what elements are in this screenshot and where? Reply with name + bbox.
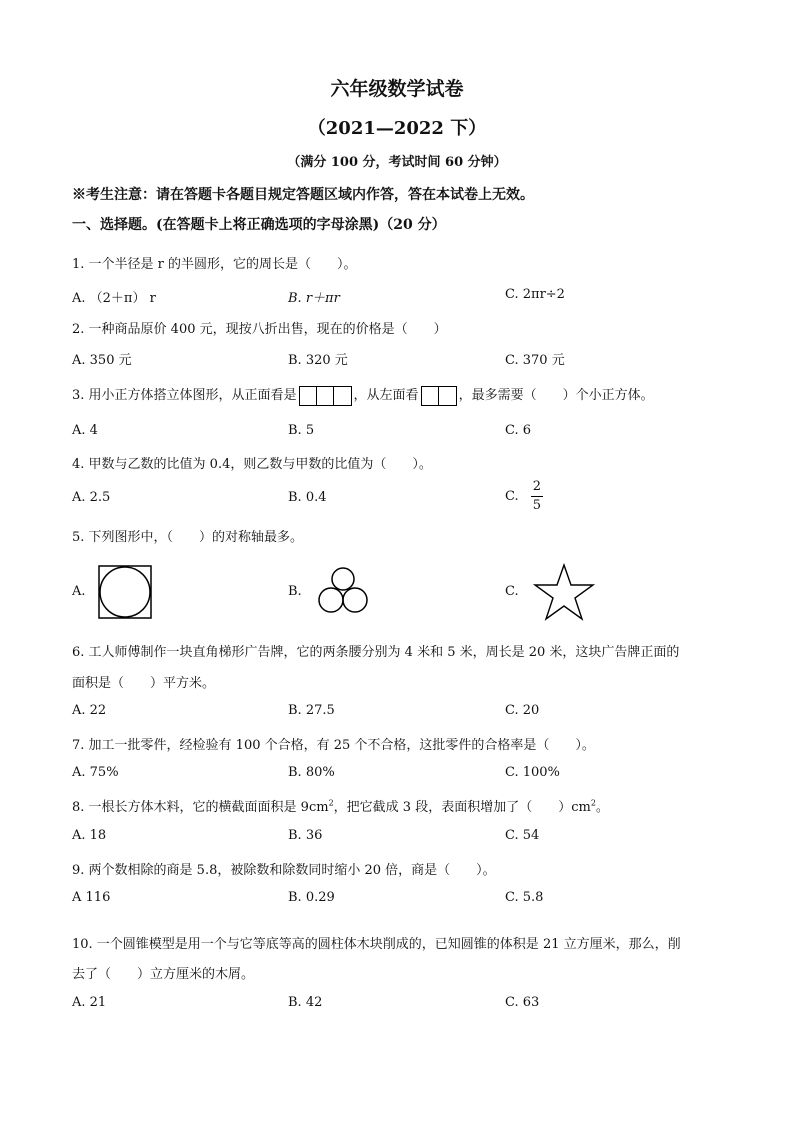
notice: ※考生注意：请在答题卡各题目规定答题区域内作答，答在本试卷上无效。 bbox=[72, 187, 534, 203]
question-7-option-a: A. 75% bbox=[72, 765, 119, 780]
question-9-option-b: B. 0.29 bbox=[288, 890, 335, 905]
question-6-option-a: A. 22 bbox=[72, 703, 107, 718]
question-10-option-a: A. 21 bbox=[72, 995, 107, 1010]
question-3-stem-part2: ，从左面看 bbox=[353, 388, 419, 403]
question-3-option-c: C. 6 bbox=[505, 423, 532, 438]
question-9-option-c: C. 5.8 bbox=[505, 890, 544, 905]
question-4-option-c bbox=[505, 478, 543, 515]
fraction-denominator: 5 bbox=[532, 498, 542, 513]
question-7-option-b: B. 80% bbox=[288, 765, 335, 780]
page-title: 六年级数学试卷 bbox=[330, 78, 464, 100]
question-1-stem: 1. 一个半径是 r 的半圆形，它的周长是（ ）。 bbox=[72, 257, 357, 272]
left-view-figure bbox=[421, 386, 457, 406]
three-circles-figure bbox=[315, 565, 371, 617]
question-9-stem: 9. 两个数相除的商是 5.8，被除数和除数同时缩小 20 倍，商是（ ）。 bbox=[72, 863, 496, 878]
question-1-option-b: B. r＋πr bbox=[288, 291, 340, 306]
question-8-option-c: C. 54 bbox=[505, 828, 540, 843]
question-10-option-c: C. 63 bbox=[505, 995, 540, 1010]
question-2-option-a: A. 350 元 bbox=[72, 353, 132, 368]
question-4-option-a: A. 2.5 bbox=[72, 490, 111, 505]
question-6-option-b: B. 27.5 bbox=[288, 703, 335, 718]
fraction bbox=[531, 478, 543, 515]
question-8-stem-part3: 。 bbox=[595, 800, 609, 815]
question-6-stem-line2: 面积是（ ）平方米。 bbox=[72, 676, 216, 691]
question-6-stem: 6. 工人师傅制作一块直角梯形广告牌，它的两条腰分别为 4 米和 5 米，周长是 20 米，这块广告牌正面的 bbox=[72, 645, 680, 660]
question-4-option-b: B. 0.4 bbox=[288, 490, 327, 505]
question-2-stem: 2. 一种商品原价 400 元，现按八折出售，现在的价格是（ ） bbox=[72, 322, 447, 337]
question-5-stem: 5. 下列图形中，（ ）的对称轴最多。 bbox=[72, 530, 304, 545]
square-with-circle-figure bbox=[97, 565, 153, 619]
front-view-figure bbox=[299, 386, 352, 406]
question-9-option-a: A 116 bbox=[72, 890, 111, 905]
question-4-stem: 4. 甲数与乙数的比值为 0.4，则乙数与甲数的比值为（ ）。 bbox=[72, 457, 432, 472]
question-5-option-b: B. bbox=[288, 584, 302, 599]
question-8-stem bbox=[72, 796, 609, 815]
question-7-option-c: C. 100% bbox=[505, 765, 560, 780]
question-1-option-c: C. 2πr÷2 bbox=[505, 287, 565, 302]
question-8-stem-part1: 8. 一根长方体木料，它的横截面面积是 9cm bbox=[72, 800, 329, 815]
question-3-stem bbox=[72, 384, 654, 406]
question-8-option-a: A. 18 bbox=[72, 828, 107, 843]
question-6-option-c: C. 20 bbox=[505, 703, 540, 718]
section-heading: 一、选择题。(在答题卡上将正确选项的字母涂黑)（20 分） bbox=[72, 217, 446, 233]
exam-note: （满分 100 分，考试时间 60 分钟） bbox=[287, 155, 507, 170]
five-pointed-star-figure bbox=[533, 563, 595, 621]
question-1-option-a: A. （2＋π） r bbox=[72, 291, 156, 306]
fraction-numerator: 2 bbox=[531, 478, 543, 497]
page-subtitle: （2021—2022 下） bbox=[307, 118, 487, 139]
question-5-option-c: C. bbox=[505, 584, 519, 599]
question-3-option-a: A. 4 bbox=[72, 423, 98, 438]
question-10-stem-line2: 去了（ ）立方厘米的木屑。 bbox=[72, 967, 255, 982]
question-2-option-b: B. 320 元 bbox=[288, 353, 348, 368]
question-10-stem: 10. 一个圆锥模型是用一个与它等底等高的圆柱体木块削成的，已知圆锥的体积是 21 立方厘米，那么，削 bbox=[72, 937, 681, 952]
question-4-option-c-label: C. bbox=[505, 489, 519, 504]
question-5-option-a: A. bbox=[72, 584, 86, 599]
question-2-option-c: C. 370 元 bbox=[505, 353, 565, 368]
question-3-stem-part1: 3. 用小正方体搭立体图形，从正面看是 bbox=[72, 388, 297, 403]
question-10-option-b: B. 42 bbox=[288, 995, 323, 1010]
question-7-stem: 7. 加工一批零件，经检验有 100 个合格，有 25 个不合格，这批零件的合格率是（ ）。 bbox=[72, 738, 595, 753]
superscript-2: 2 bbox=[328, 798, 334, 808]
question-3-option-b: B. 5 bbox=[288, 423, 315, 438]
question-3-stem-part3: ，最多需要（ ）个小正方体。 bbox=[458, 388, 654, 403]
question-8-stem-part2: ，把它截成 3 段，表面积增加了（ ）cm bbox=[333, 800, 591, 815]
superscript-2: 2 bbox=[590, 798, 596, 808]
question-8-option-b: B. 36 bbox=[288, 828, 323, 843]
